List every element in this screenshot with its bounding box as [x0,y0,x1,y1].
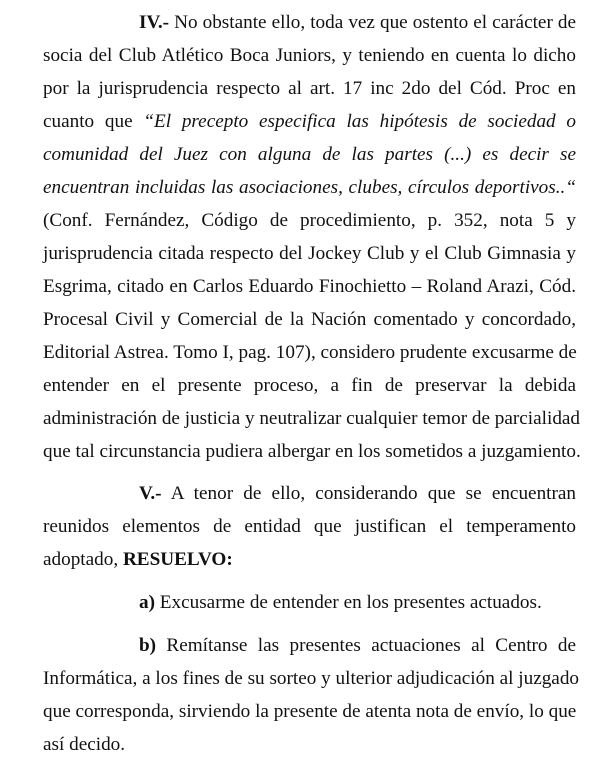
citation-line: que tal circunstancia pudiera albergar en los sometidos a juzgamiento. [43,441,581,462]
section-v-line-1 [43,477,576,510]
section-v-text: A tenor de ello, considerando que se encuentran [161,483,576,504]
citation-line: Esgrima, citado en Carlos Eduardo Finochietto – Roland Arazi, Cód. [43,276,576,297]
section-v-line-2: reunidos elementos de entidad que justifican el temperamento [43,516,576,537]
quote-line [43,171,576,204]
section-v-line-3 [43,543,576,576]
quote-text: comunidad del Juez con alguna de las partes (...) es decir se [43,144,576,165]
section-v-heading: V.- [139,483,162,504]
paragraph-gap [43,619,576,629]
section-v-text: adoptado, [43,549,123,570]
section-iv-heading: IV.- [139,12,170,33]
section-iv-text: cuanto que [43,111,144,132]
item-a-label: a) [139,592,155,613]
item-a [43,586,576,619]
citation-line: jurisprudencia citada respecto del Jockey Club y el Club Gimnasia y [43,243,576,264]
section-iv-line-4 [43,105,576,138]
resuelvo-label: RESUELVO: [122,549,233,570]
quote-text: “El precepto especifica las hipótesis de sociedad o [143,111,576,132]
section-iv-line-1 [43,6,576,39]
section-iv-line-3: por la jurisprudencia respecto al art. 17 inc 2do del Cód. Proc en [43,78,576,99]
item-a-text: Excusarme de entender en los presentes actuados. [154,592,542,613]
citation-line: Editorial Astrea. Tomo I, pag. 107), considero prudente excusarme de [43,342,577,363]
item-b-line-2: Informática, a los fines de su sorteo y ulterior adjudicación al juzgado [43,668,580,689]
section-iv-line-2: socia del Club Atlético Boca Juniors, y teniendo en cuenta lo dicho [43,45,576,66]
paragraph-gap [43,576,576,586]
paragraph-gap [43,468,576,477]
citation-line: entender en el presente proceso, a fin de preservar la debida [43,375,576,396]
citation-line: (Conf. Fernández, Código de procedimiento, p. 352, nota 5 y [43,210,576,231]
item-b-line-4: así decido. [43,734,126,755]
citation-line: Procesal Civil y Comercial de la Nación comentado y concordado, [43,309,576,330]
item-b-text: Remítanse las presentes actuaciones al Centro de [156,635,576,656]
document-page [43,6,581,761]
citation-line: administración de justicia y neutralizar cualquier temor de parcialidad [43,408,581,429]
quote-line [43,138,576,171]
item-b-line-1 [43,629,576,662]
item-b-line-3: que corresponda, sirviendo la presente de atenta nota de envío, lo que [43,701,577,722]
item-b-label: b) [139,635,157,656]
section-iv-text: No obstante ello, toda vez que ostento el carácter de [169,12,576,33]
quote-text: encuentran incluidas las asociaciones, clubes, círculos deportivos..“ [43,177,576,198]
